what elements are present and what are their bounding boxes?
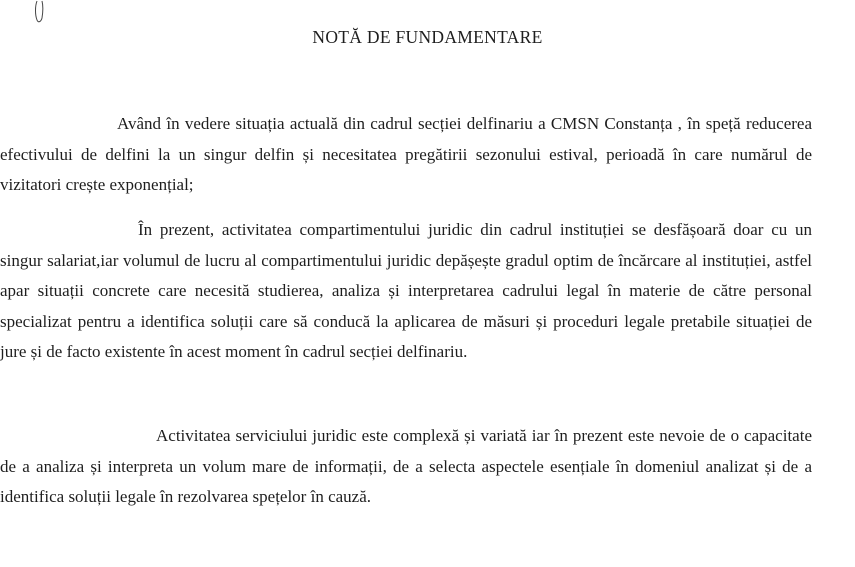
handwritten-mark-icon (34, 0, 44, 24)
paragraph-3: Activitatea serviciului juridic este complexă și variată iar în prezent este nevoie de o capacitate de a analiza și interpreta un volum mare de informații, de a selecta aspectele esențiale în domeniul analizat și de a identifica soluții legale în rezolvarea spețelor în cauză. (0, 426, 812, 506)
paragraph-1: Având în vedere situația actuală din cadrul secției delfinariu a CMSN Constanța , în speță reducerea efectivului de delfini la un singur delfin și necesitatea pregătirii sezonului estival, perioadă în care numărul de vizitatori crește exponențial; (0, 114, 812, 194)
paragraph-2: În prezent, activitatea compartimentului juridic din cadrul instituției se desfășoară doar cu un singur salariat,iar volumul de lucru al compartimentului juridic depășește gradul optim de încărcare al instituției, astfel apar situații concrete care necesită studierea, analiza și interpretarea cadrului legal în materie de către personal specializat pentru a identifica soluții care să conducă la aplicarea de măsuri și proceduri legale pretabile situației de jure și de facto existente în acest moment în cadrul secției delfinariu. (0, 220, 812, 361)
page-title: NOTĂ DE FUNDAMENTARE (312, 27, 543, 47)
